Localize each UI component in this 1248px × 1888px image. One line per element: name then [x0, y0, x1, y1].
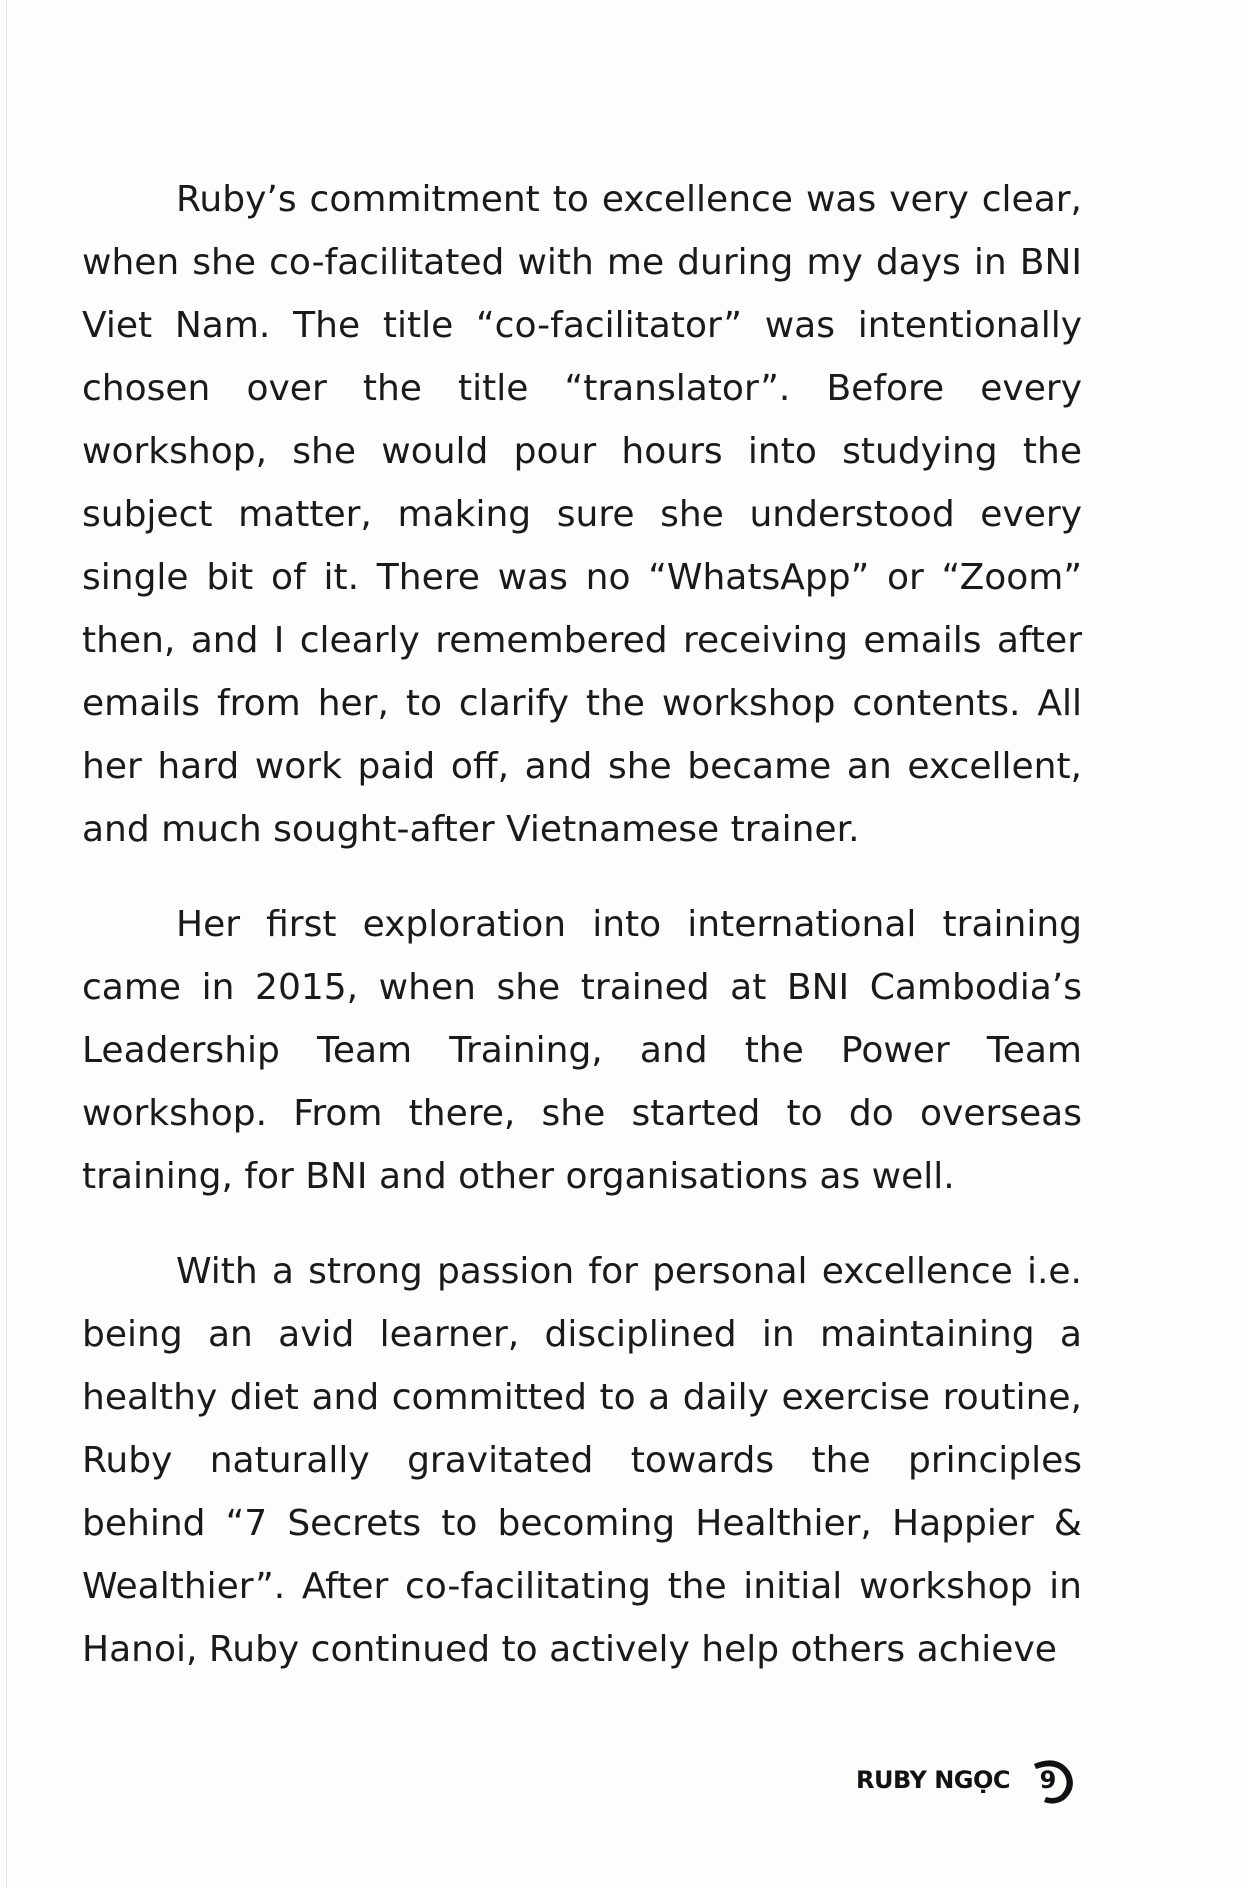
paragraph-3: With a strong passion for personal excellence i.e. being an avid learner, disciplined in maintaining a healthy diet and committed to a daily exercise routine, Ruby naturally gravitated towards the principles behind “7 Secrets to becoming Healthier, Happier & Wealthier”. After co-facilitating the initial workshop in Hanoi, Ruby continued to actively help others achieve — [82, 1251, 1082, 1670]
paragraph-1: Ruby’s commitment to excellence was very clear, when she co-facilitated with me during my days in BNI Viet Nam. The title “co-facilitator” was intentionally chosen over the title “translator”. Before every workshop, she would pour hours into studying the subject matter, making sure she understood every single bit of it. There was no “WhatsApp” or “Zoom” then, and I clearly remembered receiving emails after emails from her, to clarify the workshop contents. All her hard work paid off, and she became an excellent, and much sought-after Vietnamese trainer. — [82, 179, 1082, 850]
running-head: RUBY NGỌC — [856, 1766, 1010, 1794]
page-number: 9 — [1039, 1766, 1057, 1794]
paragraph-2: Her first exploration into international training came in 2015, when she trained at BNI Cambodia’s Leadership Team Training, and the Power Team workshop. From there, she started to do overseas training, for BNI and other organisations as well. — [82, 904, 1082, 1197]
page-footer — [856, 1752, 1080, 1808]
body-text — [82, 168, 1082, 1713]
page-edge-line — [6, 0, 7, 1888]
page-number-badge — [1024, 1752, 1080, 1808]
